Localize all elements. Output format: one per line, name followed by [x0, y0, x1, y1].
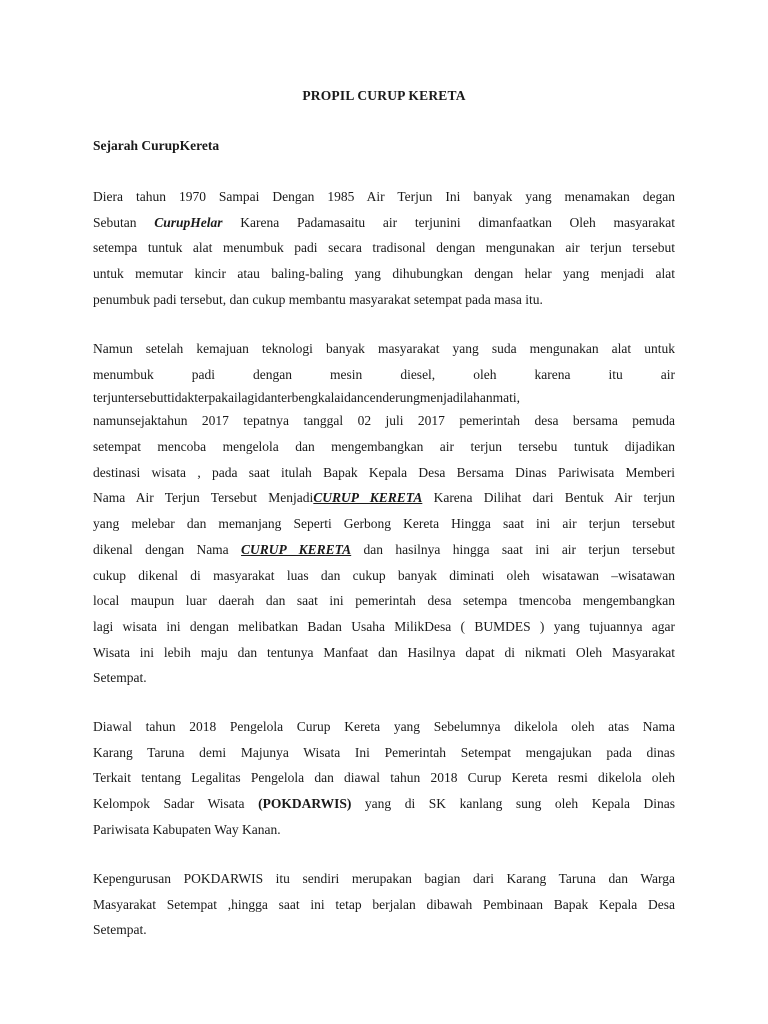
paragraph-3 — [93, 714, 675, 842]
document-title: PROPIL CURUP KERETA — [302, 88, 466, 103]
paragraph-line: local maupun luar daerah dan saat ini pemerintah desa setempa tmencoba mengembangkan — [93, 593, 675, 609]
paragraph-line: Kelompok Sadar Wisata (POKDARWIS) yang di SK kanlang sung oleh Kepala Dinas — [93, 796, 675, 812]
curup-kereta-term: CURUP KERETA — [241, 541, 352, 557]
paragraph-line: Pariwisata Kabupaten Way Kanan. — [93, 821, 281, 837]
paragraph-line: Wisata ini lebih maju dan tentunya Manfaat dan Hasilnya dapat di nikmati Oleh Masyarakat — [93, 644, 675, 660]
paragraph-line: Nama Air Terjun Tersebut MenjadiCURUP KERETA Karena Dilihat dari Bentuk Air terjun — [93, 490, 675, 506]
paragraph-2 — [93, 336, 675, 691]
paragraph-line: Karang Taruna demi Majunya Wisata Ini Pemerintah Setempat mengajukan pada dinas — [93, 744, 675, 760]
pokdarwis-term: (POKDARWIS) — [258, 796, 352, 812]
paragraph-line: setempat mencoba mengelola dan mengembangkan air terjun tersebu tuntuk dijadikan — [93, 439, 675, 455]
paragraph-4 — [93, 866, 675, 943]
paragraph-line: Kepengurusan POKDARWIS itu sendiri merupakan bagian dari Karang Taruna dan Warga — [93, 871, 675, 886]
paragraph-line: namunsejaktahun 2017 tepatnya tanggal 02 juli 2017 pemerintah desa bersama pemuda — [93, 413, 675, 429]
paragraph-line: cukup dikenal di masyarakat luas dan cukup banyak diminati oleh wisatawan –wisatawan — [93, 567, 675, 583]
paragraph-line: Masyarakat Setempat ,hingga saat ini tetap berjalan dibawah Pembinaan Bapak Kepala Desa — [93, 896, 675, 912]
paragraph-line: terjuntersebuttidakterpakailagidanterbengkalaidancenderungmenjadilahanmati, — [93, 390, 520, 406]
paragraph-line: Setempat. — [93, 670, 147, 686]
paragraph-line: Terkait tentang Legalitas Pengelola dan diawal tahun 2018 Curup Kereta resmi dikelola oleh — [93, 770, 675, 786]
paragraph-line: Diera tahun 1970 Sampai Dengan 1985 Air Terjun Ini banyak yang menamakan degan — [93, 189, 675, 204]
paragraph-line: Setempat. — [93, 922, 147, 938]
paragraph-line: dikenal dengan Nama CURUP KERETA dan hasilnya hingga saat ini air terjun tersebut — [93, 541, 675, 557]
curup-helar-term: CurupHelar — [154, 214, 223, 230]
paragraph-1 — [93, 184, 675, 312]
paragraph-line: untuk memutar kincir atau baling-baling yang dihubungkan dengan helar yang menjadi alat — [93, 266, 675, 282]
paragraph-line: lagi wisata ini dengan melibatkan Badan Usaha MilikDesa ( BUMDES ) yang tujuannya agar — [93, 618, 675, 634]
paragraph-line: menumbuk padi dengan mesin diesel, oleh karena itu air — [93, 366, 675, 382]
paragraph-line: setempa tuntuk alat menumbuk padi secara tradisonal dengan mengunakan air terjun tersebut — [93, 240, 675, 256]
paragraph-line: Namun setelah kemajuan teknologi banyak masyarakat yang suda mengunakan alat untuk — [93, 341, 675, 356]
paragraph-line: Diawal tahun 2018 Pengelola Curup Kereta yang Sebelumnya dikelola oleh atas Nama — [93, 719, 675, 734]
paragraph-line: destinasi wisata , pada saat itulah Bapak Kepala Desa Bersama Dinas Pariwisata Memberi — [93, 464, 675, 480]
paragraph-line: yang melebar dan memanjang Seperti Gerbong Kereta Hingga saat ini air terjun tersebut — [93, 516, 675, 532]
paragraph-line: Sebutan CurupHelar Karena Padamasaitu air terjunini dimanfaatkan Oleh masyarakat — [93, 214, 675, 230]
paragraph-line: penumbuk padi tersebut, dan cukup membantu masyarakat setempat pada masa itu. — [93, 291, 543, 307]
curup-kereta-term: CURUP KERETA — [313, 490, 423, 506]
section-heading: Sejarah CurupKereta — [93, 138, 220, 153]
